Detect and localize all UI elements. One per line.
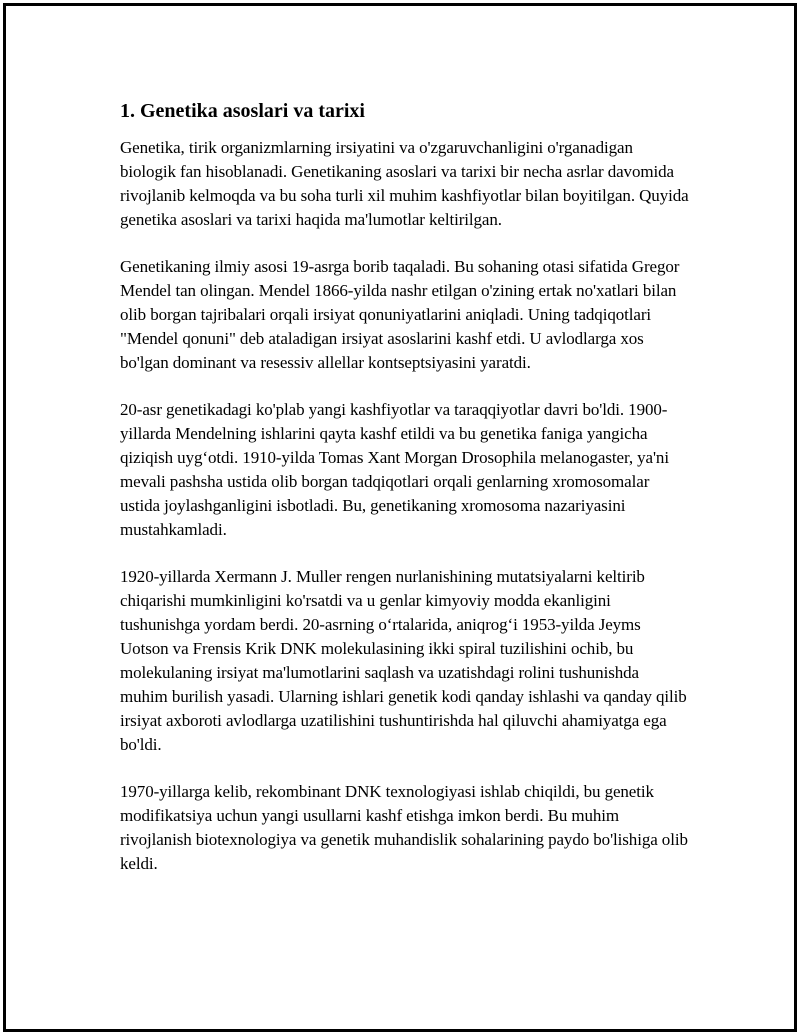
section-heading: 1. Genetika asoslari va tarixi <box>120 100 365 122</box>
paragraph-intro: Genetika, tirik organizmlarning irsiyatini va o'zgaruvchanligini o'rganadigan biologik fan hisoblanadi. Genetikaning asoslari va tarixi bir necha asrlar davomida rivojlanib kelmoqda va bu soha turli xil muhim kashfiyotlar bilan boyitilgan. Quyida genetika asoslari va tarixi haqida ma'lumotlar keltirilgan. <box>120 138 689 229</box>
paragraph-recombinant-dna: 1970-yillarga kelib, rekombinant DNK texnologiyasi ishlab chiqildi, bu genetik modifikatsiya uchun yangi usullarni kashf etishga imkon berdi. Bu muhim rivojlanish biotexnologiya va genetik muhandislik sohalarining paydo bo'lishiga olib keldi. <box>120 782 688 873</box>
paragraph-mendel: Genetikaning ilmiy asosi 19-asrga borib taqaladi. Bu sohaning otasi sifatida Gregor Mendel tan olingan. Mendel 1866-yilda nashr etilgan o'zining ertak no'xatlari bilan olib borgan tajribalari orqali irsiyat qonuniyatlarini aniqladi. Uning tadqiqotlari "Mendel qonuni" deb ataladigan irsiyat asoslarini kashf etdi. U avlodlarga xos bo'lgan dominant va resessiv allellar kontseptsiyasini yaratdi. <box>120 257 680 372</box>
document-body <box>120 98 690 876</box>
paragraph-muller-dna: 1920-yillarda Xermann J. Muller rengen nurlanishining mutatsiyalarni keltirib chiqarishi mumkinligini ko'rsatdi va u genlar kimyoviy modda ekanligini tushunishga yordam berdi. 20-asrning o‘rtalarida, aniqrog‘i 1953-yilda Jeyms Uotson va Frensis Krik DNK molekulasining ikki spiral tuzilishini ochib, bu molekulaning irsiyat ma'lumotlarini saqlash va uzatishdagi rolini tushunishda muhim burilish yasadi. Ularning ishlari genetik kodi qanday ishlashi va qanday qilib irsiyat axboroti avlodlarga uzatilishini tushuntirishda hal qiluvchi ahamiyatga ega bo'ldi. <box>120 567 687 754</box>
page-frame <box>3 3 797 1032</box>
paragraph-20th-century: 20-asr genetikadagi ko'plab yangi kashfiyotlar va taraqqiyotlar davri bo'ldi. 1900-yillarda Mendelning ishlarini qayta kashf etildi va bu genetika faniga yangicha qiziqish uyg‘otdi. 1910-yilda Tomas Xant Morgan Drosophila melanogaster, ya'ni mevali pashsha ustida olib borgan tadqiqotlari orqali genlarning xromosomalar ustida joylashganligini isbotladi. Bu, genetikaning xromosoma nazariyasini mustahkamladi. <box>120 400 669 539</box>
